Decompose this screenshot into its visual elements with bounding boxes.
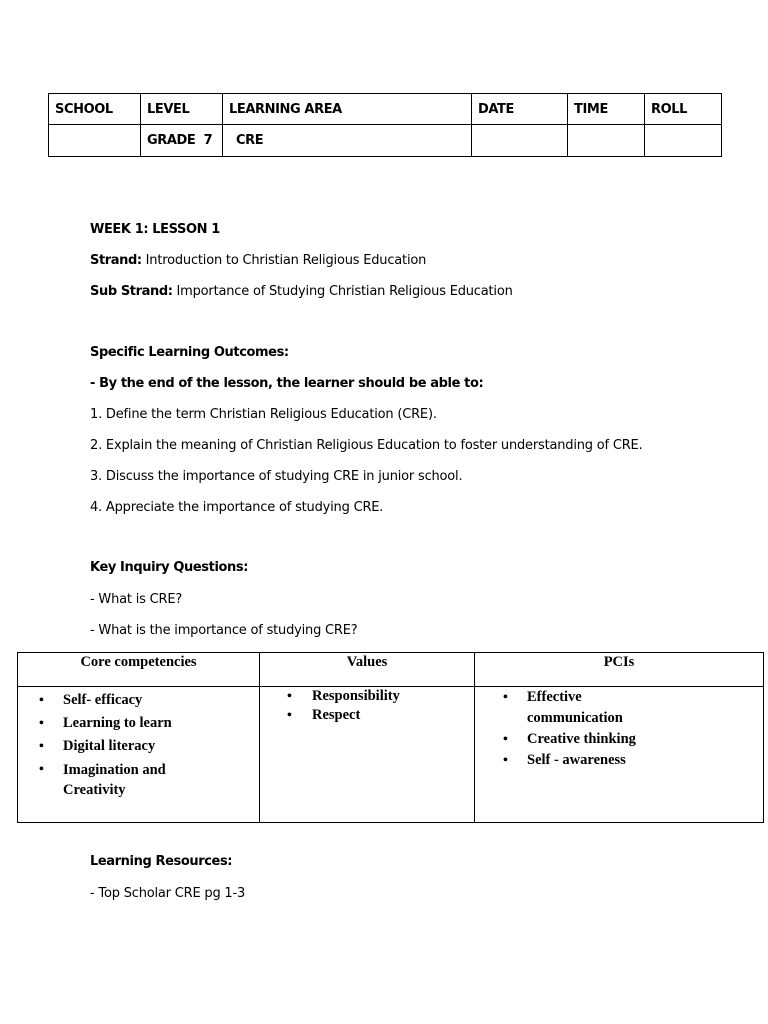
value-time — [568, 125, 645, 157]
sub-strand-line — [90, 284, 513, 300]
list-item: • Learning to learn — [18, 712, 259, 735]
list-item: • Responsibility — [287, 688, 400, 704]
bullet-icon: • — [287, 708, 292, 723]
competencies-body-row — [18, 687, 764, 823]
outcome-item: 2. Explain the meaning of Christian Religious Education to foster understanding of CRE. — [90, 438, 643, 453]
value-school — [49, 125, 141, 157]
values-list — [260, 687, 474, 725]
core-competencies-cell — [18, 687, 260, 823]
list-item: • Imagination and Creativity — [39, 762, 166, 798]
header-row — [49, 94, 722, 125]
bullet-icon: • — [39, 762, 44, 777]
list-item: • Self - awareness — [475, 750, 763, 771]
list-item: • Creative thinking — [475, 729, 763, 750]
strand-value: Introduction to Christian Religious Education — [145, 253, 427, 268]
header-time: TIME — [568, 94, 645, 125]
sub-strand-label: Sub Strand: — [90, 284, 173, 299]
pcis-cell — [475, 687, 764, 823]
bullet-icon: • — [503, 753, 508, 768]
bullet-icon: • — [39, 716, 44, 731]
competencies-header-row — [18, 653, 764, 687]
lesson-header-table — [48, 93, 722, 157]
bullet-icon: • — [287, 689, 292, 704]
competencies-table — [17, 652, 764, 823]
bullet-icon: • — [503, 690, 508, 705]
header-roll: ROLL — [645, 94, 722, 125]
header-values: Values — [260, 653, 475, 687]
outcome-item: 4. Appreciate the importance of studying CRE. — [90, 500, 384, 515]
bullet-icon: • — [39, 693, 44, 708]
inquiry-item: - What is the importance of studying CRE? — [90, 623, 358, 638]
header-learning-area: LEARNING AREA — [223, 94, 472, 125]
value-date — [472, 125, 568, 157]
value-level: GRADE 7 — [141, 125, 223, 157]
header-level: LEVEL — [141, 94, 223, 125]
value-learning-area: CRE — [223, 125, 472, 157]
list-item: • Digital literacy — [18, 735, 259, 758]
outcomes-intro: - By the end of the lesson, the learner should be able to: — [90, 376, 484, 391]
resources-heading: Learning Resources: — [90, 854, 233, 869]
header-values-row — [49, 125, 722, 157]
header-date: DATE — [472, 94, 568, 125]
inquiry-item: - What is CRE? — [90, 592, 183, 607]
inquiry-heading: Key Inquiry Questions: — [90, 560, 249, 575]
value-roll — [645, 125, 722, 157]
list-item: • Self- efficacy — [18, 689, 259, 712]
header-school: SCHOOL — [49, 94, 141, 125]
list-item: • Effective communication — [503, 689, 623, 726]
outcome-item: 3. Discuss the importance of studying CRE in junior school. — [90, 469, 463, 484]
bullet-icon: • — [39, 739, 44, 754]
values-cell — [260, 687, 475, 823]
core-competencies-list — [18, 689, 259, 800]
week-lesson-heading: WEEK 1: LESSON 1 — [90, 222, 220, 237]
bullet-icon: • — [503, 732, 508, 747]
sub-strand-value: Importance of Studying Christian Religious Education — [176, 284, 513, 299]
strand-label: Strand: — [90, 253, 142, 268]
strand-line — [90, 253, 426, 269]
pcis-list — [475, 687, 763, 771]
outcome-item: 1. Define the term Christian Religious Education (CRE). — [90, 407, 437, 422]
list-item: • Respect — [287, 707, 361, 723]
header-core-competencies: Core competencies — [18, 653, 260, 687]
outcomes-heading: Specific Learning Outcomes: — [90, 345, 289, 360]
header-pcis: PCIs — [475, 653, 764, 687]
resource-item: - Top Scholar CRE pg 1-3 — [90, 886, 246, 901]
